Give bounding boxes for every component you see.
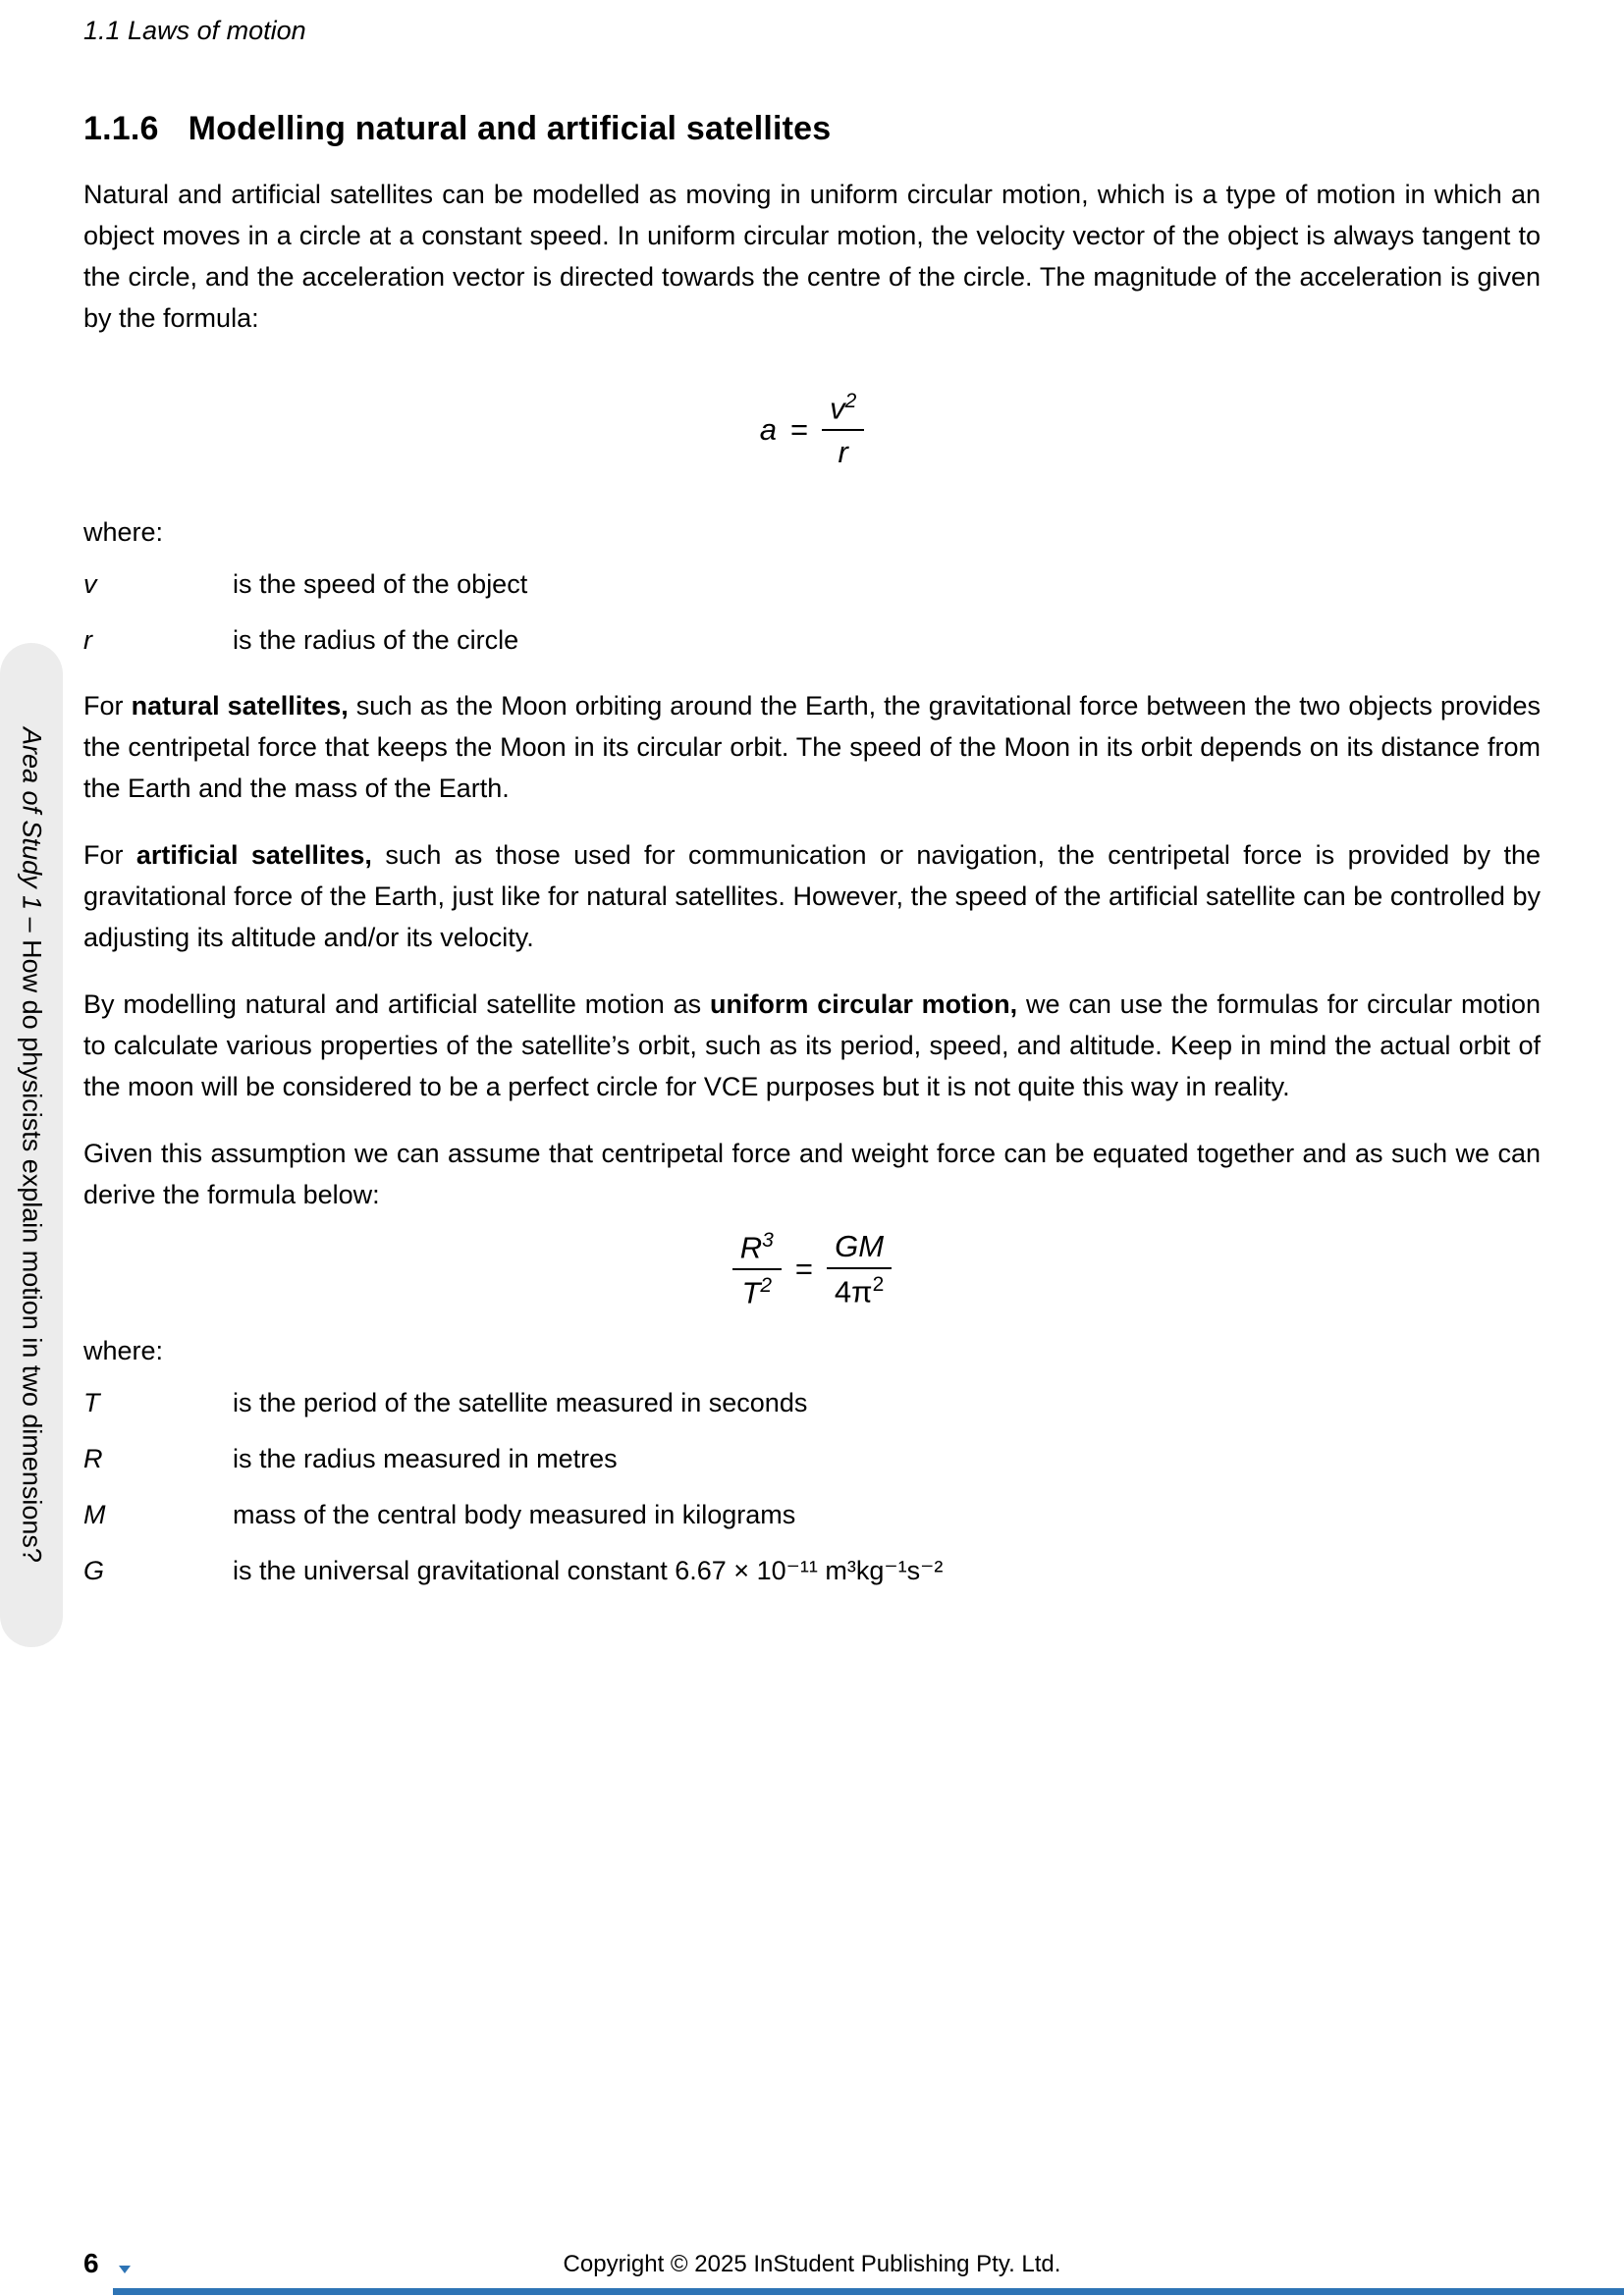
symbol-R: R [83, 1443, 103, 1473]
numerator-base: v [830, 391, 845, 426]
accent-triangle-marker [119, 2266, 131, 2273]
fraction-R3-over-T2 [732, 1229, 782, 1310]
definition-row-M [83, 1495, 1541, 1534]
page-number: 6 [83, 2248, 99, 2278]
section-title: Modelling natural and artificial satellites [188, 110, 832, 147]
definition-T: is the period of the satellite measured in seconds [233, 1387, 808, 1417]
fraction-denominator [827, 1273, 892, 1309]
fraction-numerator [732, 1229, 782, 1265]
footer-accent-bar [113, 2288, 1624, 2295]
fraction-bar [732, 1268, 782, 1270]
where-label-2: where: [83, 1335, 164, 1365]
symbol-r: r [83, 624, 92, 655]
fraction-bar [822, 429, 864, 431]
page-content [83, 110, 1541, 1590]
symbol-v: v [83, 568, 97, 599]
equals-sign: = [794, 1252, 813, 1287]
para-prefix: For [83, 690, 132, 721]
fraction-numerator: GM [835, 1229, 885, 1264]
denominator-base: 4π [834, 1274, 873, 1309]
acceleration-formula [83, 390, 1541, 470]
sidebar-vertical-text [17, 727, 47, 1563]
section-number: 1.1.6 [83, 110, 159, 147]
numerator-exponent: 3 [762, 1228, 774, 1252]
definition-row-v [83, 564, 1541, 604]
where-label-1: where: [83, 516, 164, 547]
fraction-denominator: r [838, 434, 848, 469]
copyright-text: Copyright © 2025 InStudent Publishing Pty. Ltd. [563, 2251, 1061, 2277]
symbol-M: M [83, 1499, 106, 1529]
sidebar-question-label: – How do physicists explain motion in two dimensions? [17, 910, 47, 1563]
definition-row-r [83, 620, 1541, 660]
para-prefix: For [83, 839, 136, 870]
numerator-exponent: 2 [844, 390, 857, 412]
fraction-numerator [822, 390, 864, 426]
denominator-base: T [741, 1274, 761, 1309]
uniform-circular-motion-bold: uniform circular motion, [709, 988, 1018, 1019]
denominator-exponent: 2 [872, 1272, 885, 1296]
denominator-exponent: 2 [760, 1273, 773, 1297]
equals-sign: = [789, 411, 809, 447]
fraction-v2-over-r [822, 390, 864, 470]
definition-G: is the universal gravitational constant 6.67 × 10⁻¹¹ m³kg⁻¹s⁻² [233, 1555, 944, 1585]
given-assumption-paragraph: Given this assumption we can assume that centripetal force and weight force can be equated together and as such we can derive the formula below: [83, 1138, 1541, 1209]
definition-R: is the radius measured in metres [233, 1443, 618, 1473]
fraction-bar [827, 1267, 892, 1269]
running-header: 1.1 Laws of motion [83, 16, 306, 45]
fraction-GM-over-4pi2 [827, 1229, 892, 1309]
intro-paragraph: Natural and artificial satellites can be modelled as moving in uniform circular motion, which is a type of motion in which an object moves in a circle at a constant speed. In uniform circular motion, the velocity vector of the object is always tangent to the circle, and the acceleration vector is directed towards the centre of the circle. The magnitude of the acceleration is given by the formula: [83, 180, 1541, 333]
symbol-G: G [83, 1555, 105, 1585]
kepler-formula [83, 1229, 1541, 1310]
para-prefix: By modelling natural and artificial satellite motion as [83, 988, 710, 1019]
natural-satellites-paragraph [83, 685, 1541, 809]
definition-row-R [83, 1439, 1541, 1478]
formula-lhs: a [759, 411, 777, 447]
symbol-T: T [83, 1387, 100, 1417]
definition-row-G [83, 1551, 1541, 1590]
para-rest: such as the Moon orbiting around the Earth, the gravitational force between the two objects provides the centripetal force that keeps the Moon in its circular orbit. The speed of the Moon in its orbit depends on its distance from the Earth and the mass of the Earth. [83, 690, 1541, 803]
numerator-base: R [739, 1229, 763, 1264]
para-rest: such as those used for communication or navigation, the centripetal force is provided by the gravitational force of the Earth, just like for natural satellites. However, the speed of the artificial satellite can be controlled by adjusting its altitude and/or its velocity. [83, 839, 1541, 952]
area-of-study-sidebar-tab [0, 643, 63, 1647]
artificial-satellites-bold: artificial satellites, [135, 839, 372, 870]
section-heading [83, 110, 1541, 148]
sidebar-area-of-study-label: Area of Study 1 [17, 727, 47, 911]
definition-row-T [83, 1383, 1541, 1422]
modelling-paragraph [83, 984, 1541, 1107]
natural-satellites-bold: natural satellites, [131, 690, 349, 721]
artificial-satellites-paragraph [83, 834, 1541, 958]
para-rest: we can use the formulas for circular motion to calculate various properties of the satellite’s orbit, such as its period, speed, and altitude. Keep in mind the actual orbit of the moon will be considered to be a perfect circle for VCE purposes but it is not quite this way in reality. [83, 988, 1541, 1101]
fraction-denominator [733, 1274, 780, 1310]
definition-v: is the speed of the object [233, 568, 528, 599]
definition-r: is the radius of the circle [233, 624, 519, 655]
definition-M: mass of the central body measured in kilograms [233, 1499, 796, 1529]
